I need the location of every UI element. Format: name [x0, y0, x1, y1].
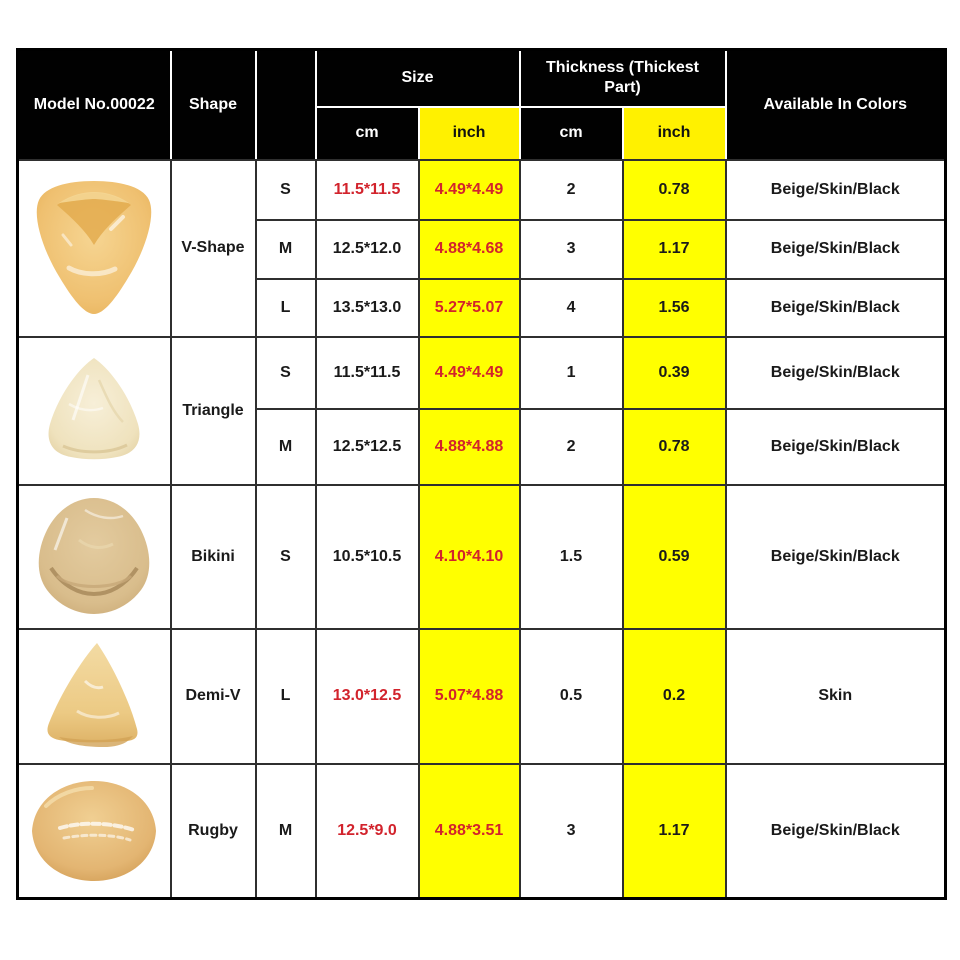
shape-name-cell: Rugby [171, 764, 256, 899]
size-letter-cell: M [256, 409, 316, 485]
size-inch-cell: 4.49*4.49 [419, 160, 520, 220]
shape-photo-cell [18, 629, 171, 764]
thickness-cm-cell: 4 [520, 279, 623, 337]
shape-photo-cell [18, 337, 171, 485]
bikini-pad-image [21, 492, 168, 622]
thickness-inch-header: inch [623, 107, 726, 160]
thickness-inch-cell: 1.56 [623, 279, 726, 337]
thickness-inch-cell: 0.78 [623, 160, 726, 220]
shape-header: Shape [171, 50, 256, 160]
rugby-pad-image [21, 776, 168, 886]
shape-photo-cell [18, 764, 171, 899]
table-row [18, 485, 946, 629]
size-inch-cell: 4.88*4.88 [419, 409, 520, 485]
size-letter-cell: S [256, 485, 316, 629]
size-inch-cell: 5.07*4.88 [419, 629, 520, 764]
product-spec-table [16, 48, 947, 900]
size-cm-cell: 13.5*13.0 [316, 279, 419, 337]
colors-cell: Beige/Skin/Black [726, 409, 946, 485]
table-row [18, 764, 946, 899]
demi-v-pad-image [21, 637, 168, 755]
colors-cell: Beige/Skin/Black [726, 485, 946, 629]
colors-cell: Beige/Skin/Black [726, 337, 946, 409]
size-letter-cell: L [256, 279, 316, 337]
size-group-header: Size [316, 50, 520, 107]
size-cm-header: cm [316, 107, 419, 160]
thickness-cm-cell: 0.5 [520, 629, 623, 764]
size-letter-cell: L [256, 629, 316, 764]
triangle-pad-image [21, 350, 168, 472]
colors-cell: Skin [726, 629, 946, 764]
thickness-inch-cell: 0.78 [623, 409, 726, 485]
thickness-cm-header: cm [520, 107, 623, 160]
thickness-cm-cell: 2 [520, 409, 623, 485]
size-letter-cell: M [256, 764, 316, 899]
size-cm-cell: 11.5*11.5 [316, 160, 419, 220]
table-row [18, 160, 946, 220]
size-inch-header: inch [419, 107, 520, 160]
shape-name-cell: Triangle [171, 337, 256, 485]
size-cm-cell: 10.5*10.5 [316, 485, 419, 629]
thickness-inch-cell: 0.2 [623, 629, 726, 764]
size-inch-cell: 4.49*4.49 [419, 337, 520, 409]
shape-name-cell: Bikini [171, 485, 256, 629]
shape-photo-cell [18, 485, 171, 629]
size-letter-header-empty [256, 50, 316, 160]
size-inch-cell: 4.88*3.51 [419, 764, 520, 899]
shape-name-cell: Demi-V [171, 629, 256, 764]
thickness-inch-cell: 1.17 [623, 764, 726, 899]
thickness-group-header: Thickness (Thickest Part) [520, 50, 726, 107]
v-shape-pad-image [21, 173, 168, 323]
colors-cell: Beige/Skin/Black [726, 279, 946, 337]
size-cm-cell: 12.5*9.0 [316, 764, 419, 899]
colors-cell: Beige/Skin/Black [726, 220, 946, 279]
shape-name-cell: V-Shape [171, 160, 256, 337]
table-row [18, 337, 946, 409]
thickness-cm-cell: 2 [520, 160, 623, 220]
thickness-cm-cell: 3 [520, 764, 623, 899]
size-inch-cell: 5.27*5.07 [419, 279, 520, 337]
size-letter-cell: S [256, 337, 316, 409]
size-inch-cell: 4.10*4.10 [419, 485, 520, 629]
thickness-cm-cell: 1 [520, 337, 623, 409]
thickness-cm-cell: 1.5 [520, 485, 623, 629]
colors-cell: Beige/Skin/Black [726, 160, 946, 220]
size-letter-cell: M [256, 220, 316, 279]
thickness-inch-cell: 1.17 [623, 220, 726, 279]
thickness-cm-cell: 3 [520, 220, 623, 279]
colors-header: Available In Colors [726, 50, 946, 160]
size-inch-cell: 4.88*4.68 [419, 220, 520, 279]
size-cm-cell: 12.5*12.5 [316, 409, 419, 485]
shape-photo-cell [18, 160, 171, 337]
size-letter-cell: S [256, 160, 316, 220]
model-number-header: Model No.00022 [18, 50, 171, 160]
colors-cell: Beige/Skin/Black [726, 764, 946, 899]
size-cm-cell: 13.0*12.5 [316, 629, 419, 764]
table-row [18, 629, 946, 764]
thickness-inch-cell: 0.59 [623, 485, 726, 629]
size-cm-cell: 12.5*12.0 [316, 220, 419, 279]
size-cm-cell: 11.5*11.5 [316, 337, 419, 409]
thickness-inch-cell: 0.39 [623, 337, 726, 409]
